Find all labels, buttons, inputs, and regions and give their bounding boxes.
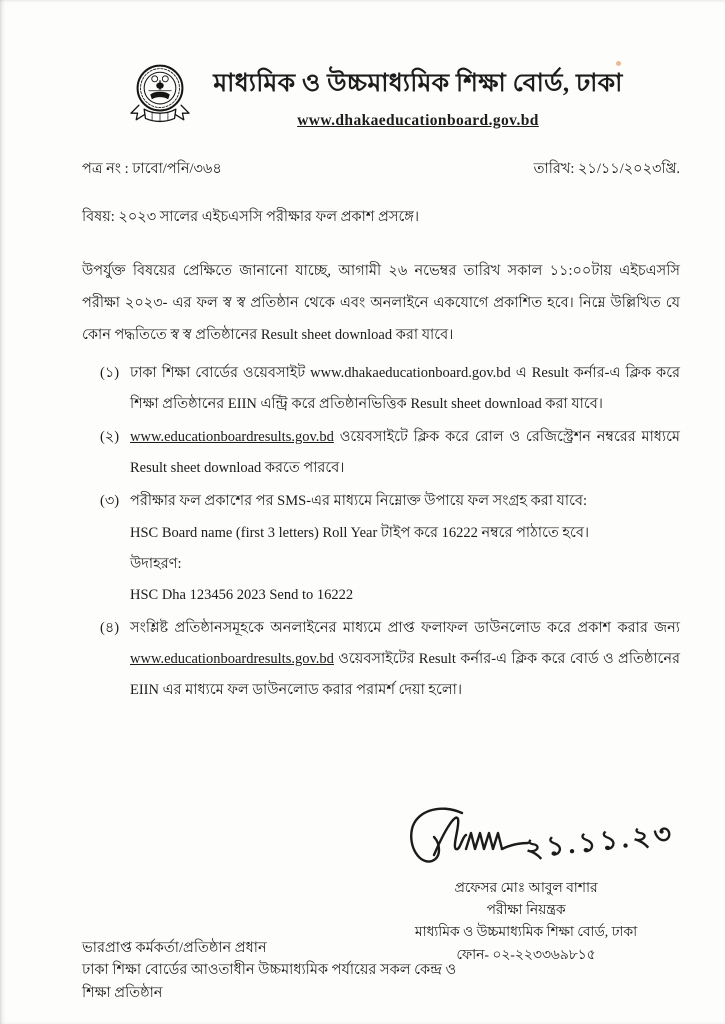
recipient-line: শিক্ষা প্রতিষ্ঠান: [82, 984, 163, 1001]
letterhead: [76, 60, 674, 132]
handwritten-signature: [376, 803, 676, 875]
item-text-before-url: সংশ্লিষ্ট প্রতিষ্ঠানসমূহকে অনলাইনের মাধ্যমে প্রাপ্ত ফলাফল ডাউনলোড করে প্রকাশ করার জন্য: [130, 620, 680, 637]
closing-section: [82, 715, 680, 1015]
item-text-after-url: ওয়েবসাইটের Result কর্নার-এ ক্লিক করে বোর্ড ও প্রতিষ্ঠানের EIIN এর মাধ্যমে ফল ডাউনলোড করার পরামর্শ দেয়া হলো।: [130, 651, 680, 699]
item-text: [130, 422, 680, 484]
signatory-phone: ফোন- ০২-২২৩৩৬৯৮১৫: [456, 946, 596, 962]
list-item: [100, 422, 680, 484]
item-text: ঢাকা শিক্ষা বোর্ডের ওয়েবসাইট www.dhakaeducationboard.gov.bd এ Result কর্নার-এ ক্লিক করে শিক্ষা প্রতিষ্ঠানের EIIN এন্ট্রি করে প্রতিষ্ঠানভিত্তিক Result sheet download করা যাবে।: [130, 364, 680, 412]
item-number: (১): [100, 364, 120, 381]
recipient-line: ভারপ্রাপ্ত কর্মকর্তা/প্রতিষ্ঠান প্রধান: [82, 939, 267, 956]
results-website-url: www.educationboardresults.gov.bd: [130, 651, 334, 668]
recipient-block: [82, 937, 456, 1004]
example-label: উদাহরণ:: [130, 555, 182, 572]
intro-paragraph: উপর্যুক্ত বিষয়ের প্রেক্ষিতে জানানো যাচ্ছে, আগামী ২৬ নভেম্বর তারিখ সকাল ১১:০০টায় এইচএসসি পরীক্ষা ২০২৩- এর ফল স্ব স্ব প্রতিষ্ঠান থেকে এবং অনলাইনে একযোগে প্রকাশিত হবে। নিম্নে উল্লিখিত যে কোন পদ্ধতিতে স্ব স্ব প্রতিষ্ঠানের Result sheet download করা যাবে।: [82, 263, 680, 343]
letter-date: তারিখ: ২১/১১/২০২৩খ্রি.: [533, 161, 680, 177]
meta-row: [82, 158, 680, 182]
recipient-line: ঢাকা শিক্ষা বোর্ডের আওতাধীন উচ্চমাধ্যমিক পর্যায়ের সকল কেন্দ্র ও: [82, 962, 457, 979]
handwritten-date: ২১.১১.২৩: [523, 817, 677, 864]
item-text: [130, 486, 680, 611]
item-number: (৩): [100, 493, 120, 510]
results-website-url: www.educationboardresults.gov.bd: [130, 429, 334, 446]
org-name: মাধ্যমিক ও উচ্চমাধ্যমিক শিক্ষা বোর্ড, ঢাকা: [213, 69, 623, 97]
item-text-after-url: ওয়েবসাইটে ক্লিক করে রোল ও রেজিস্ট্রেশন নম্বরের মাধ্যমে Result sheet download করতে পারবে।: [130, 429, 680, 477]
sms-example-line: HSC Dha 123456 2023 Send to 16222: [130, 586, 354, 603]
list-item: [100, 358, 680, 420]
item-number: (২): [100, 429, 120, 446]
item-number: (৪): [100, 620, 120, 637]
list-item: [100, 613, 680, 707]
instruction-list: [100, 358, 680, 707]
education-board-seal-icon: [127, 60, 193, 132]
signatory-organization: মাধ্যমিক ও উচ্চমাধ্যমিক শিক্ষা বোর্ড, ঢাকা: [414, 924, 638, 940]
signatory-name: প্রফেসর মোঃ আবুল বাশার: [454, 879, 598, 895]
signatory-designation: পরীক্ষা নিয়ন্ত্রক: [486, 901, 566, 917]
subject-line: বিষয়: ২০২৩ সালের এইচএসসি পরীক্ষার ফল প্রকাশ প্রসঙ্গে।: [82, 209, 420, 225]
memo-number: পত্র নং : ঢাবো/পনি/৩৬৪: [82, 161, 222, 177]
item-text: [130, 613, 680, 707]
org-website-url: www.dhakaeducationboard.gov.bd: [297, 111, 539, 129]
letterhead-text: [213, 63, 622, 130]
list-item: [100, 486, 680, 611]
sms-intro-line: পরীক্ষার ফল প্রকাশের পর SMS-এর মাধ্যমে নিম্নোক্ত উপায়ে ফল সংগ্রহ করা যাবে:: [130, 493, 588, 510]
sms-format-line: HSC Board name (first 3 letters) Roll Year টাইপ করে 16222 নম্বরে পাঠাতে হবে।: [130, 524, 590, 541]
